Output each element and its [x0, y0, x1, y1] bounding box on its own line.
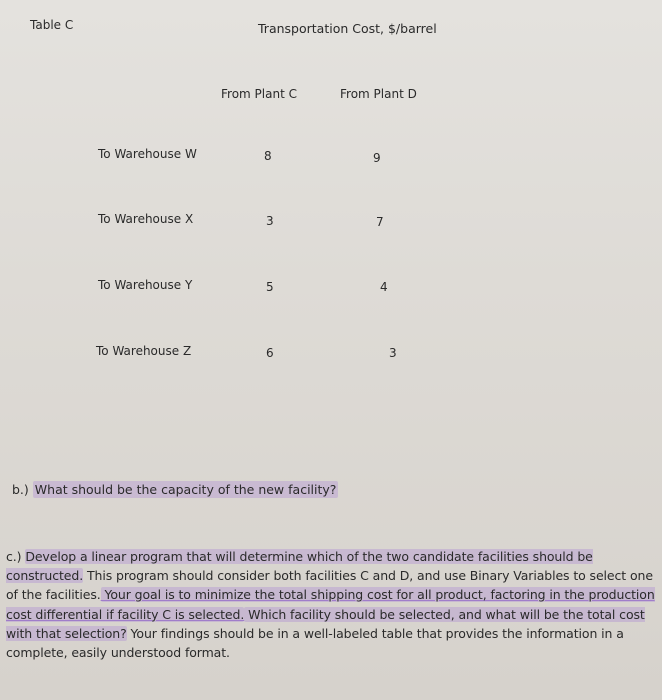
- row-label-warehouse-w: To Warehouse W: [98, 147, 197, 161]
- cell-y-plant-d: 4: [380, 280, 388, 294]
- question-c-part3: Your goal is to minimize the total shipping cost for all product, factoring in the production cost differential if facility C is selected.: [6, 587, 655, 622]
- cell-y-plant-c: 5: [266, 280, 274, 294]
- question-c-part4: Which facility should be selected, and what will be the total cost with that selection?: [6, 606, 645, 641]
- cell-w-plant-c: 8: [264, 149, 272, 163]
- question-c-prefix: c.): [6, 549, 22, 564]
- question-c-part1: Develop a linear program that will determine which of the two candidate facilities should be constructed.: [6, 549, 593, 584]
- row-label-warehouse-x: To Warehouse X: [98, 212, 194, 226]
- cell-w-plant-d: 9: [373, 151, 381, 165]
- question-b: [12, 482, 338, 497]
- cell-x-plant-c: 3: [266, 214, 274, 228]
- question-b-prefix: b.): [12, 482, 29, 497]
- question-c-part2: This program should consider both facilities C and D, and use Binary Variables to select one of the facilities.: [6, 568, 653, 603]
- row-label-warehouse-z: To Warehouse Z: [96, 344, 192, 358]
- column-header-plant-d: From Plant D: [340, 87, 417, 101]
- question-c-part5: Your findings should be in a well-labeled table that provides the information in a complete, easily understood format.: [6, 625, 624, 661]
- cell-x-plant-d: 7: [376, 215, 384, 229]
- column-header-plant-c: From Plant C: [221, 87, 297, 101]
- table-label: Table C: [30, 18, 74, 32]
- question-b-text: What should be the capacity of the new facility?: [34, 482, 337, 497]
- question-c-paragraph: [6, 547, 656, 662]
- row-label-warehouse-y: To Warehouse Y: [98, 278, 193, 292]
- cell-z-plant-c: 6: [266, 346, 274, 360]
- cell-z-plant-d: 3: [389, 346, 397, 360]
- table-heading: Transportation Cost, $/barrel: [258, 21, 437, 36]
